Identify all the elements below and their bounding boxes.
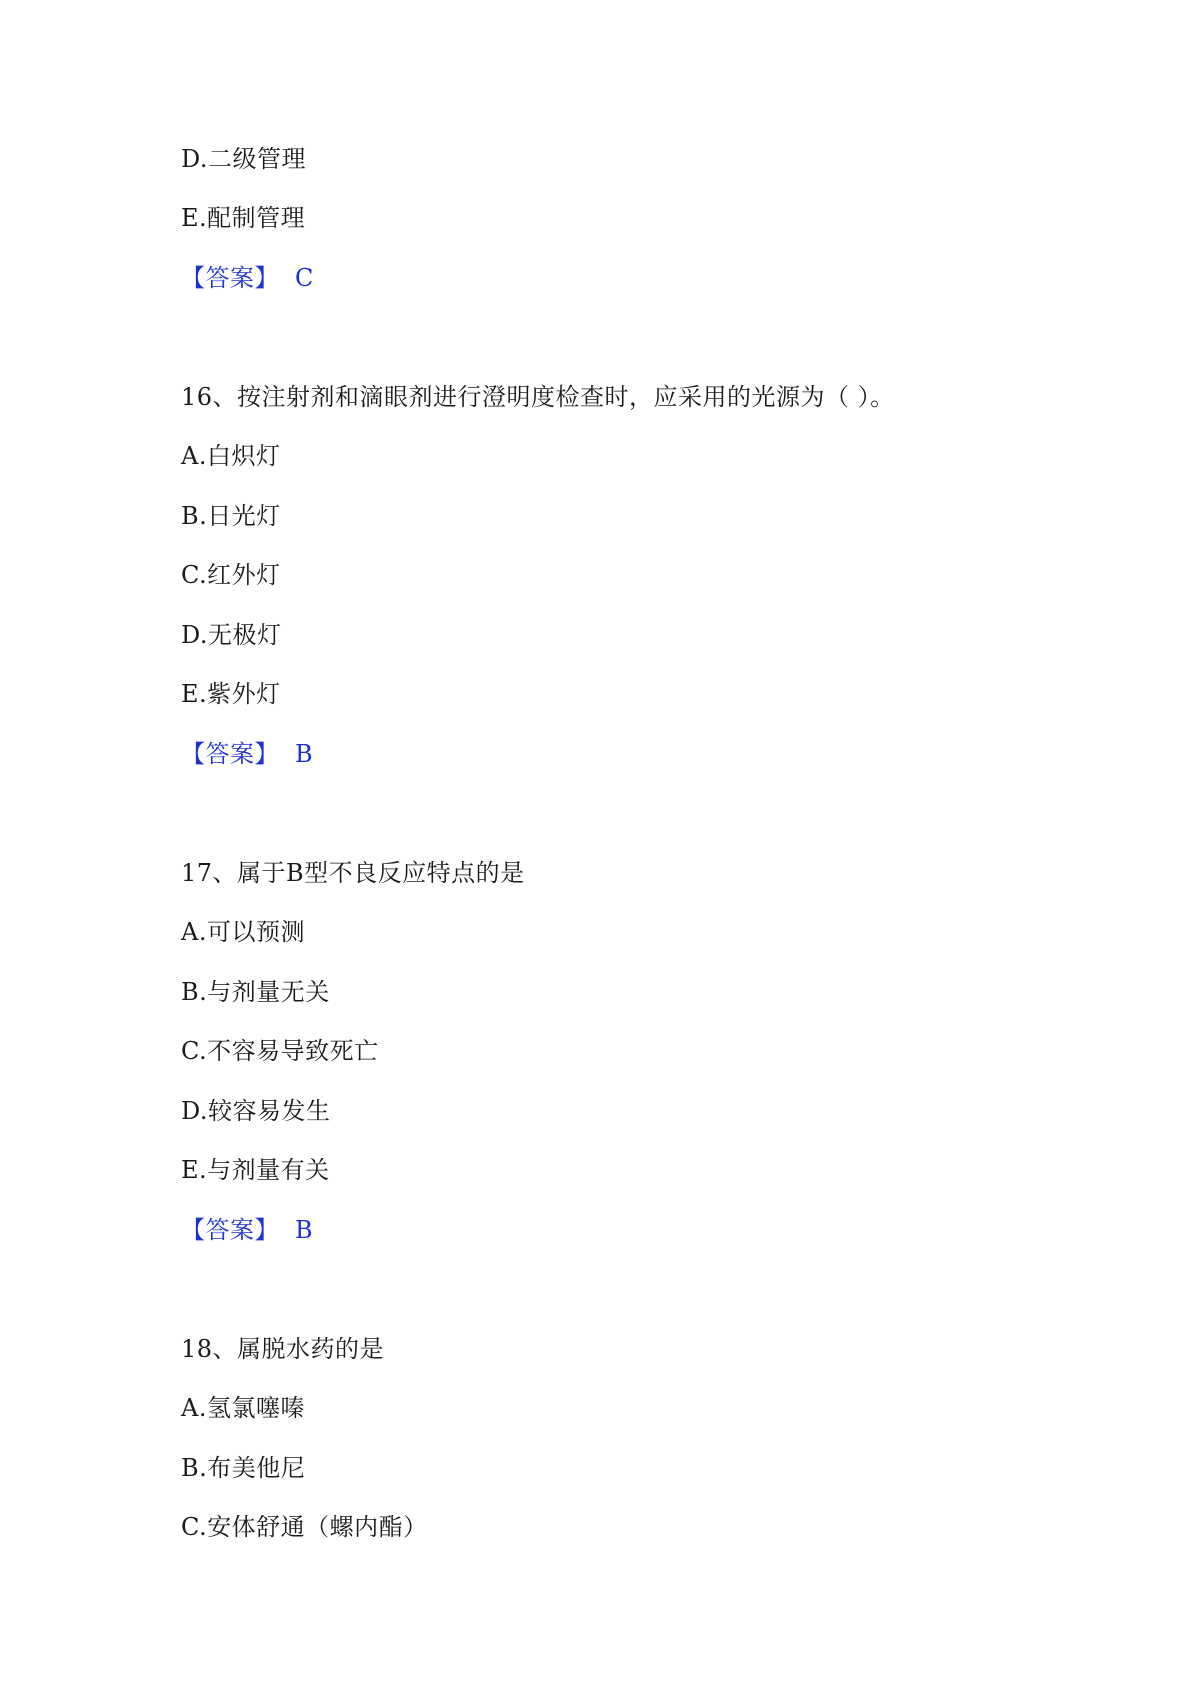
answer-value: B xyxy=(295,1216,314,1244)
q17-option-a: A.可以预测 xyxy=(181,918,305,946)
q16-option-e: E.紫外灯 xyxy=(181,680,281,708)
q16-option-d: D.无极灯 xyxy=(181,621,282,649)
answer-value: C xyxy=(295,264,314,292)
q17-option-d: D.较容易发生 xyxy=(181,1097,331,1125)
q18-stem: 18、属脱水药的是 xyxy=(181,1335,385,1363)
q17-stem: 17、属于B型不良反应特点的是 xyxy=(181,859,525,887)
answer-label: 【答案】 xyxy=(181,1216,279,1244)
q16-option-a: A.白炽灯 xyxy=(181,442,281,470)
q16-option-c: C.红外灯 xyxy=(181,561,281,589)
q18-option-a: A.氢氯噻嗪 xyxy=(181,1394,305,1422)
q17-option-c: C.不容易导致死亡 xyxy=(181,1037,379,1065)
q16-option-b: B.日光灯 xyxy=(181,502,281,530)
q17-option-b: B.与剂量无关 xyxy=(181,978,330,1006)
q18-option-b: B.布美他尼 xyxy=(181,1454,306,1482)
q18-option-c: C.安体舒通（螺内酯） xyxy=(181,1513,428,1541)
q17-option-e: E.与剂量有关 xyxy=(181,1156,330,1184)
q17-answer xyxy=(181,1214,313,1246)
q15-option-e: E.配制管理 xyxy=(181,204,306,232)
q16-stem: 16、按注射剂和滴眼剂进行澄明度检查时，应采用的光源为（ ）。 xyxy=(181,383,895,411)
answer-label: 【答案】 xyxy=(181,264,279,292)
q16-answer xyxy=(181,738,313,770)
answer-label: 【答案】 xyxy=(181,740,279,768)
q15-answer xyxy=(181,262,314,294)
answer-value: B xyxy=(295,740,314,768)
q15-option-d: D.二级管理 xyxy=(181,145,307,173)
